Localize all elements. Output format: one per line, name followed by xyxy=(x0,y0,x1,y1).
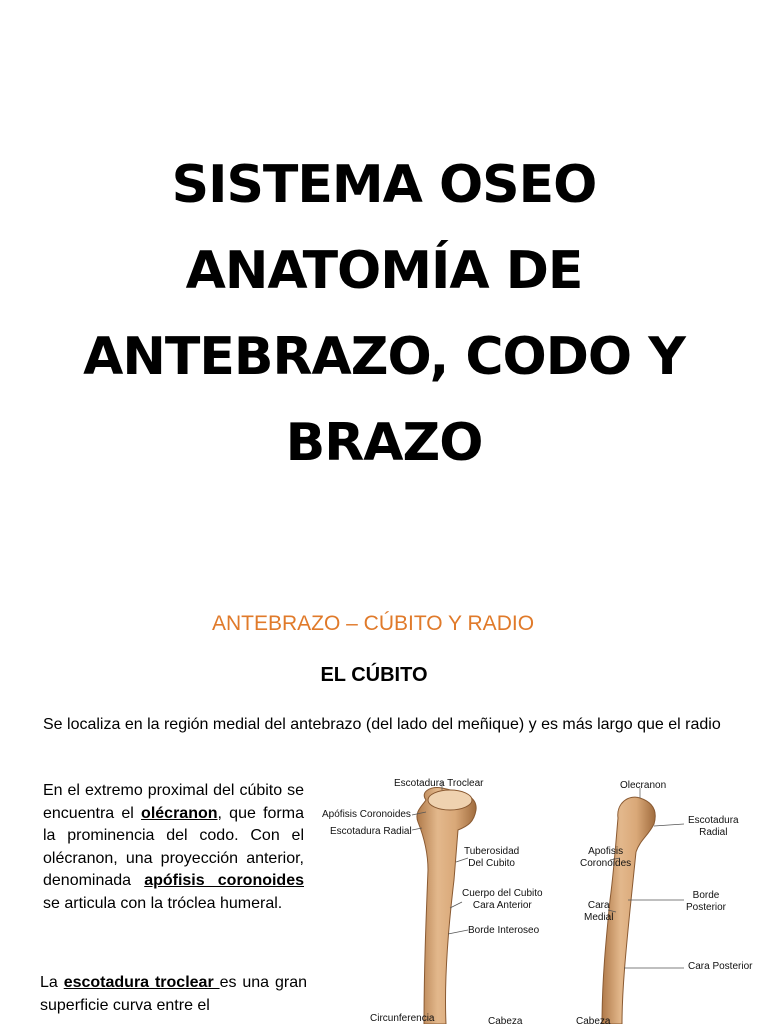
section-subtitle: ANTEBRAZO – CÚBITO Y RADIO xyxy=(211,612,535,635)
title-line-4: BRAZO xyxy=(285,413,483,473)
label-cara-posterior: Cara Posterior xyxy=(688,961,753,972)
intro-text: Se localiza en la región medial del antebrazo (del lado del meñique) y es más largo que el radio xyxy=(43,716,721,733)
label-apofisis-coronoides: Apófisis Coronoides xyxy=(322,809,411,820)
term-apofisis-coronoides: apófisis coronoides xyxy=(144,872,304,890)
label-cabeza-right: Cabeza xyxy=(576,1016,611,1027)
label-escotadura-radial-right: Escotadura Radial xyxy=(688,815,739,838)
term-olecranon: olécranon xyxy=(141,804,218,822)
ulna-figure xyxy=(318,770,768,1027)
paragraph-text: , que forma la prominencia del codo. Con el olécranon, una proyección anterior, denominada xyxy=(43,804,304,890)
paragraph-text: se articula con la tróclea humeral. xyxy=(43,894,283,912)
paragraph-text: La xyxy=(40,974,64,991)
label-apofisis-coronoides-right: Apofisis Coronoides xyxy=(580,846,632,869)
label-borde-posterior: Borde Posterior xyxy=(686,890,727,913)
label-cuerpo-cubito: Cuerpo del Cubito Cara Anterior xyxy=(462,888,543,911)
label-circunferencia: Circunferencia xyxy=(370,1013,435,1024)
title-line-3: ANTEBRAZO, CODO Y xyxy=(83,327,685,387)
label-escotadura-troclear: Escotadura Troclear xyxy=(394,778,484,789)
label-cara-medial: Cara Medial xyxy=(584,900,614,923)
label-borde-interoseo: Borde Interoseo xyxy=(468,925,540,936)
page-title xyxy=(0,142,768,486)
term-escotadura-troclear: escotadura troclear xyxy=(63,974,220,991)
paragraph-text: En el extremo proximal del cúbito se encuentra el xyxy=(43,782,304,822)
section-heading: EL CÚBITO xyxy=(320,664,428,686)
label-tuberosidad: Tuberosidad Del Cubito xyxy=(464,846,520,869)
title-line-1: SISTEMA OSEO xyxy=(171,155,597,215)
title-line-2: ANATOMÍA DE xyxy=(185,241,583,301)
label-olecranon: Olecranon xyxy=(620,780,667,791)
paragraph-olecranon xyxy=(43,780,304,916)
paragraph-text: es una gran superficie curva entre el xyxy=(40,974,307,1014)
paragraph-escotadura xyxy=(40,972,307,1017)
label-escotadura-radial: Escotadura Radial xyxy=(330,826,412,837)
label-cabeza-left: Cabeza xyxy=(488,1016,523,1027)
